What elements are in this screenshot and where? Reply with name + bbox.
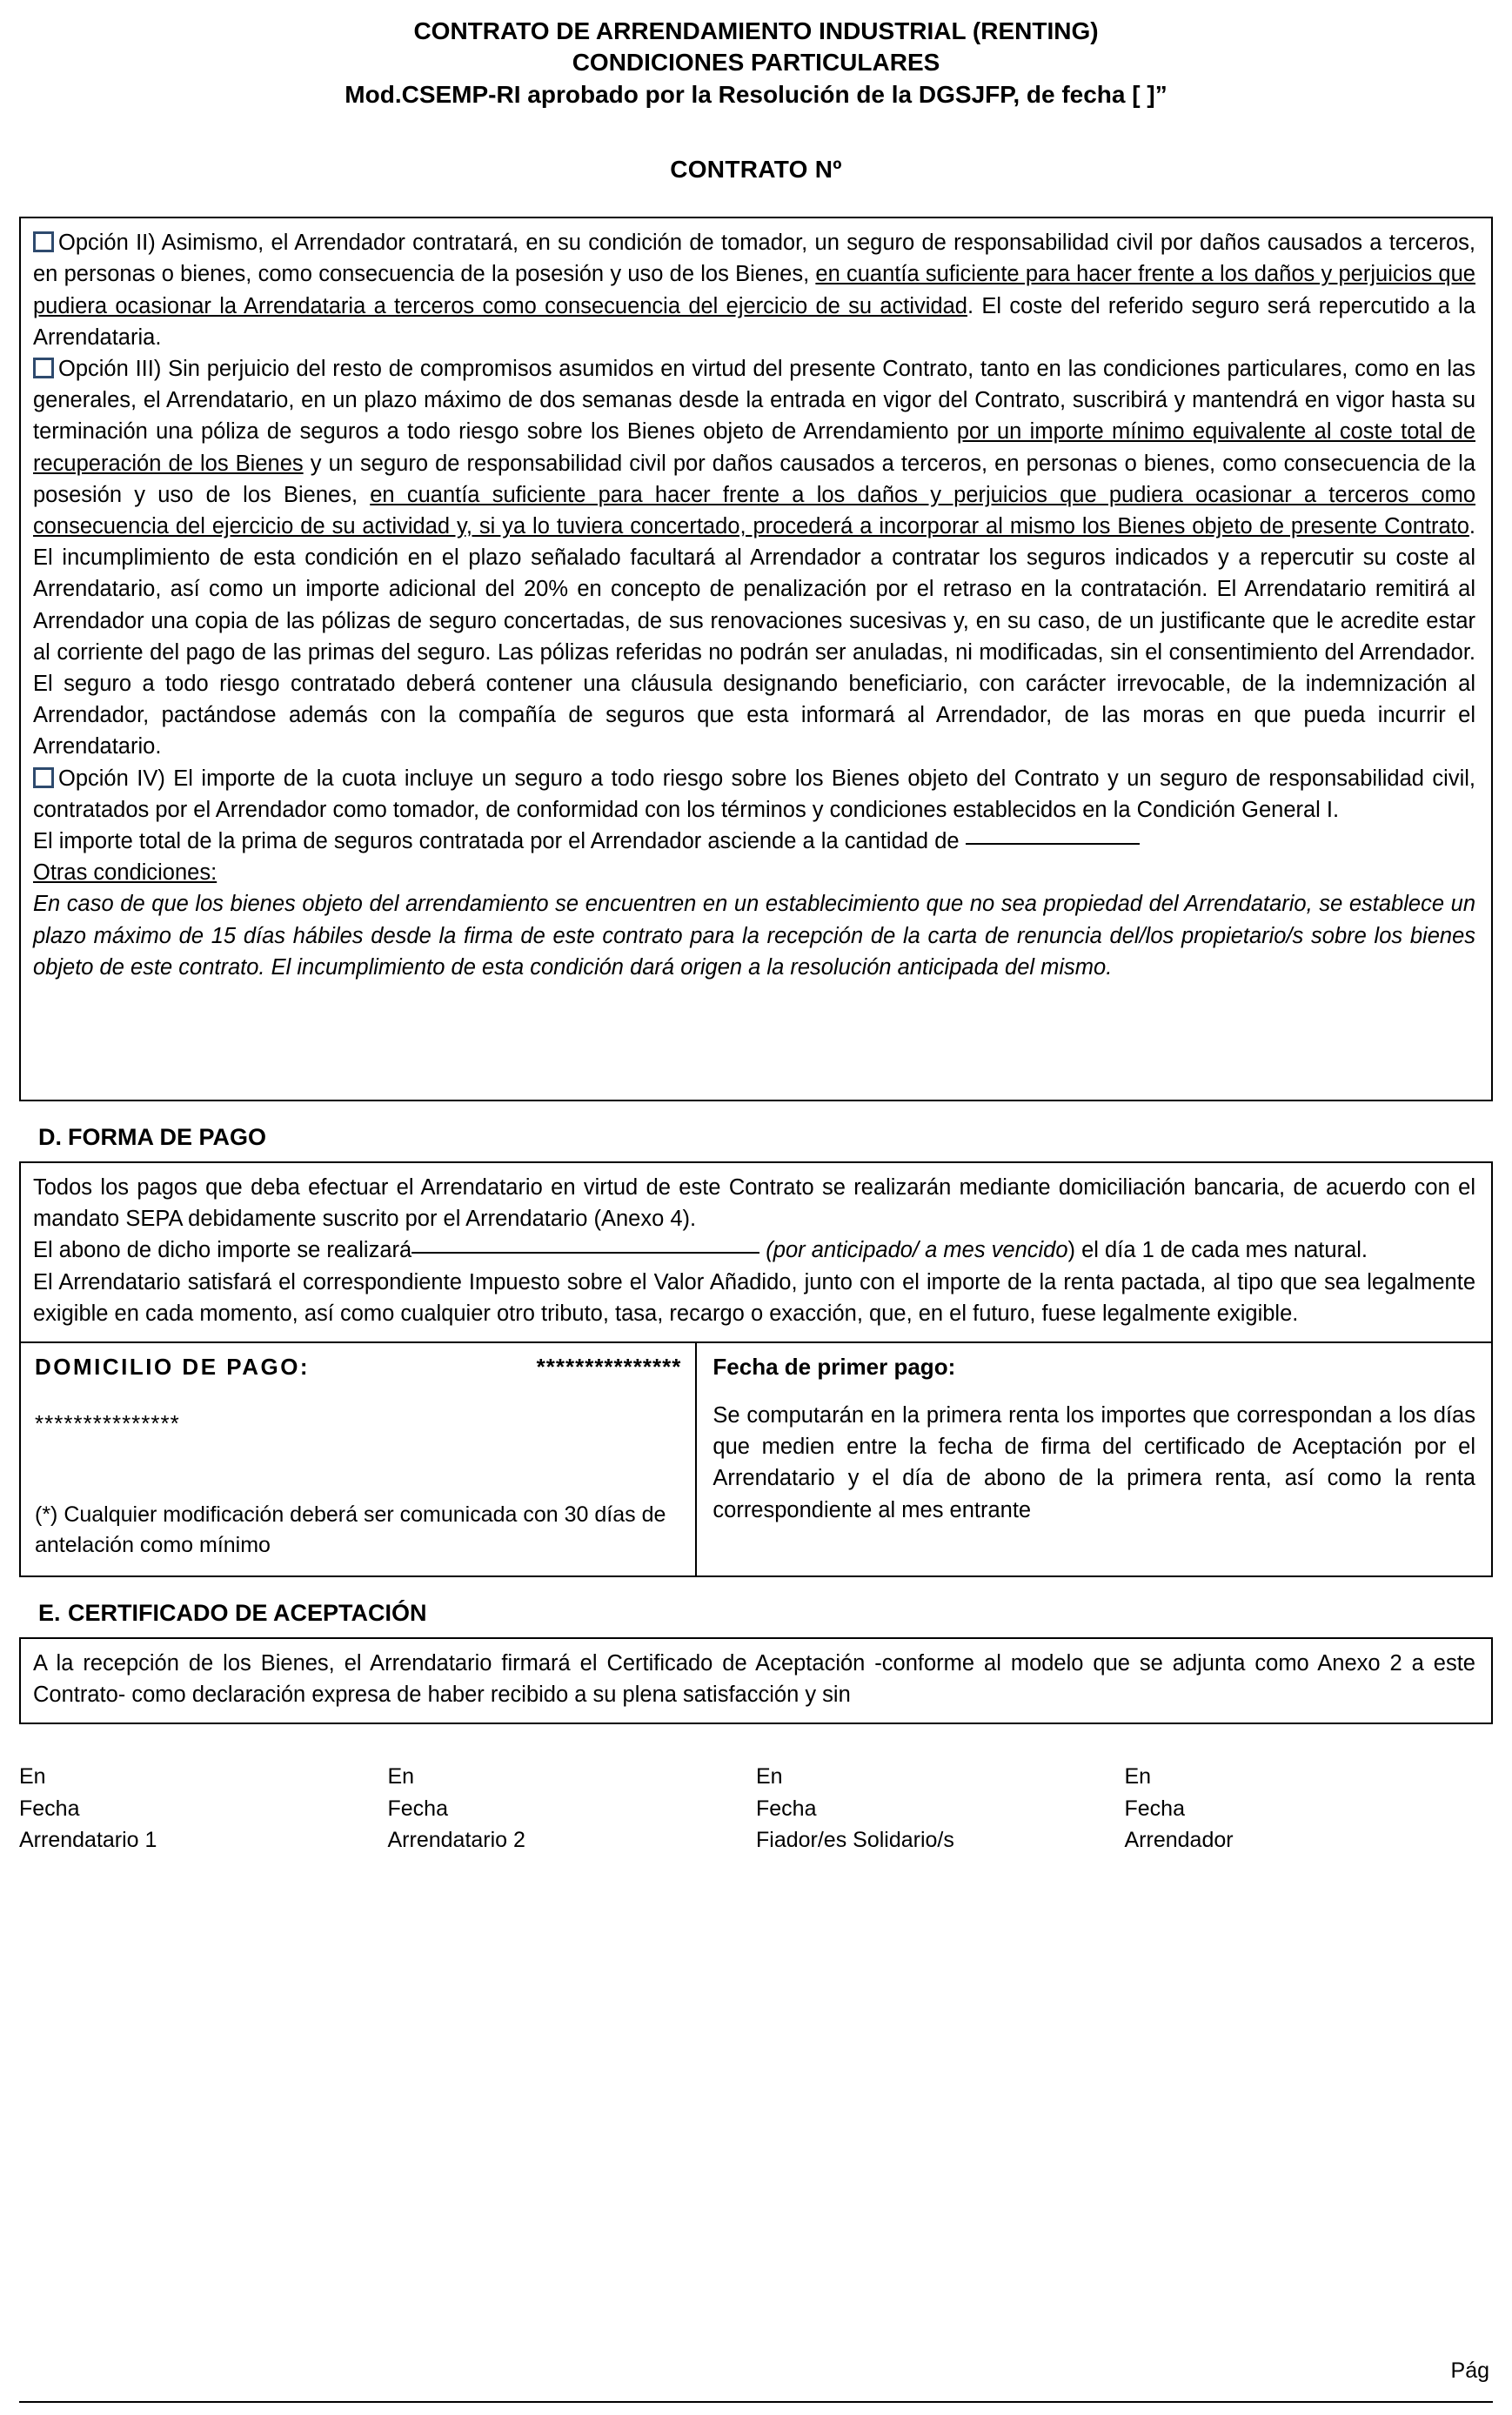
signature-column-arrendatario-1 (19, 1761, 388, 1856)
option-iii-text-plain-2: y un seguro de responsabilidad civil por daños causados a terceros, en personas o bienes, como consecuencia de la posesión y uso de los Bienes, (33, 451, 1476, 507)
other-conditions-text: En caso de que los bienes objeto del arrendamiento se encuentren en un establecimiento que no sea propiedad del Arrendatario, se establece un plazo máximo de 15 días hábiles desde la firma de este contrato para la recepción de la carta de renuncia del/los propietario/s sobre los bienes objeto de este contrato. El incumplimiento de esta condición dará origen a la resolución anticipada del mismo. (33, 892, 1475, 980)
signature-column-fiador (756, 1761, 1125, 1856)
signature-column-arrendador (1125, 1761, 1494, 1856)
acceptance-certificate-box (19, 1637, 1493, 1724)
signature-fecha-label: Fecha (19, 1796, 80, 1821)
option-iii-checkbox[interactable] (33, 358, 54, 378)
option-ii-text-plain-2: . El coste del referido seguro será repercutido a la Arrendataria. (33, 293, 1475, 350)
section-heading-forma-de-pago (0, 1124, 1512, 1151)
footer-divider (19, 2401, 1493, 2403)
option-ii-text-underlined-1: en cuantía suficiente para hacer frente a los daños y perjuicios que pudiera ocasionar la Arrendataria a terceros como consecuencia del ejercicio de su actividad (33, 262, 1475, 318)
signature-role-label: Arrendatario 1 (19, 1827, 157, 1852)
header-line-2: CONDICIONES PARTICULARES (572, 49, 940, 77)
footer-page-label: Pág (1450, 2358, 1489, 2383)
option-iv-paragraph (33, 763, 1475, 826)
option-ii-text-plain-1: Opción II) Asimismo, el Arrendador contratará, en su condición de tomador, un seguro de responsabilidad civil por daños causados a terceros, en personas o bienes, como consecuencia de la posesión y uso de los Bienes, (33, 231, 1475, 287)
option-iii-paragraph (33, 353, 1475, 763)
insurance-options-box (19, 217, 1493, 1101)
first-payment-date-text: Se computarán en la primera renta los importes que correspondan a los días que medien entre la fecha de firma del certificado de Aceptación por el Arrendatario y el día de abono de la primera renta, así como la renta correspondiente al mes entrante (713, 1403, 1475, 1522)
acceptance-certificate-text: A la recepción de los Bienes, el Arrendatario firmará el Certificado de Aceptación -conforme al modelo que se adjunta como Anexo 2 a este Contrato- como declaración expresa de haber recibido a su plena satisfacción y sin (33, 1651, 1475, 1708)
payment-domicile-value-masked-2: *************** (35, 1410, 180, 1437)
first-payment-date-label: Fecha de primer pago: (713, 1354, 956, 1381)
header-line-3: Mod.CSEMP-RI aprobado por la Resolución de la DGSJFP, de fecha [ ]” (345, 80, 1167, 108)
section-title-forma-de-pago: FORMA DE PAGO (68, 1124, 266, 1151)
section-title-certificado-aceptacion: CERTIFICADO DE ACEPTACIÓN (68, 1600, 427, 1627)
premium-total-line (33, 826, 1475, 857)
premium-total-input[interactable] (966, 843, 1140, 845)
other-conditions-label: Otras condiciones: (33, 860, 217, 886)
section-letter-e: E. (38, 1600, 61, 1627)
option-ii-checkbox[interactable] (33, 231, 54, 252)
payment-domicile-note: (*) Cualquier modificación deberá ser comunicada con 30 días de antelación como mínimo (35, 1502, 666, 1557)
insurance-box-bottom-spacer (33, 983, 1475, 1087)
payment-mode-input[interactable] (411, 1252, 759, 1254)
premium-total-label: El importe total de la prima de seguros contratada por el Arrendador asciende a la cantidad de (33, 829, 960, 854)
payment-terms-box (19, 1161, 1493, 1343)
signature-en-label: En (387, 1764, 415, 1790)
option-iii-text-underlined-1: por un importe mínimo equivalente al coste total de recuperación de los Bienes (33, 419, 1475, 476)
signature-fecha-label: Fecha (387, 1796, 448, 1821)
document-header (0, 0, 1512, 110)
payment-para2-post: ) el día 1 de cada mes natural. (1067, 1238, 1368, 1263)
payment-para2-italic: (por anticipado/ a mes vencido (766, 1238, 1068, 1263)
payment-domicile-value-masked-1: *************** (536, 1354, 682, 1381)
section-letter-d: D. (38, 1124, 62, 1151)
header-line-1: CONTRATO DE ARRENDAMIENTO INDUSTRIAL (RENTING) (413, 17, 1099, 44)
option-iv-text: Opción IV) El importe de la cuota incluye un seguro a todo riesgo sobre los Bienes objeto del Contrato y un seguro de responsabilidad civil, contratados por el Arrendador como tomador, de conformidad con los términos y condiciones establecidos en la Condición General I. (33, 766, 1475, 822)
payment-domicile-label: DOMICILIO DE PAGO: (35, 1354, 311, 1381)
option-iii-text-plain-3: . El incumplimiento de esta condición en el plazo señalado facultará al Arrendador a contratar los seguros indicados y a repercutir su coste al Arrendatario, así como un importe adicional del 20% en concepto de penalización por el retraso en la contratación. El Arrendatario remitirá al Arrendador una copia de las pólizas de seguro concertadas, de sus renovaciones sucesivas y, en su caso, de un justificante que le acredite estar al corriente del pago de las primas del seguro. Las pólizas referidas no podrán ser anuladas, ni modificadas, sin el consentimiento del Arrendador. El seguro a todo riesgo contratado deberá contener una cláusula designando beneficiario, con carácter irrevocable, de la indemnización al Arrendador, pactándose además con la compañía de seguros que esta informará al Arrendador, de las moras en que pueda incurrir el Arrendatario. (33, 514, 1475, 759)
payment-domicile-cell (21, 1343, 697, 1575)
payment-paragraph-1: Todos los pagos que deba efectuar el Arrendatario en virtud de este Contrato se realizarán mediante domiciliación bancaria, de acuerdo con el mandato SEPA debidamente suscrito por el Arrendatario (Anexo 4). (33, 1175, 1475, 1232)
section-heading-certificado-aceptacion (0, 1600, 1512, 1627)
signature-en-label: En (1124, 1764, 1152, 1790)
option-iv-checkbox[interactable] (33, 767, 54, 788)
payment-paragraph-3: El Arrendatario satisfará el correspondiente Impuesto sobre el Valor Añadido, junto con el importe de la renta pactada, al tipo que sea legalmente exigible en cada momento, así como cualquier otro tributo, tasa, recargo o exacción, que, en el futuro, fuese legalmente exigible. (33, 1269, 1475, 1326)
option-ii-paragraph (33, 227, 1475, 353)
signature-en-label: En (19, 1764, 46, 1790)
signature-grid (19, 1761, 1493, 1856)
option-iii-text-underlined-2: en cuantía suficiente para hacer frente a los daños y perjuicios que pudiera ocasionar a terceros como consecuencia del ejercicio de su actividad y, si ya lo tuviera concertado, procederá a incorporar al mismo los Bienes objeto de presente Contrato (33, 482, 1475, 539)
payment-details-table (19, 1343, 1493, 1577)
payment-paragraph-2 (33, 1234, 1475, 1266)
signature-fecha-label: Fecha (756, 1796, 817, 1821)
contract-number-heading: CONTRATO Nº (670, 156, 842, 184)
payment-domicile-header (35, 1354, 681, 1381)
payment-para2-pre: El abono de dicho importe se realizará (33, 1238, 412, 1263)
signature-role-label: Fiador/es Solidario/s (756, 1827, 954, 1852)
signature-column-arrendatario-2 (388, 1761, 757, 1856)
signature-role-label: Arrendador (1124, 1827, 1234, 1852)
signature-en-label: En (756, 1764, 783, 1790)
other-conditions-heading (33, 857, 1475, 888)
signature-role-label: Arrendatario 2 (387, 1827, 525, 1852)
option-iii-text-plain-1: Opción III) Sin perjuicio del resto de compromisos asumidos en virtud del presente Contrato, tanto en las condiciones particulares, como en las generales, el Arrendatario, en un plazo máximo de dos semanas desde la entrada en vigor del Contrato, suscribirá y mantendrá en vigor hasta su terminación una póliza de seguros a todo riesgo sobre los Bienes objeto de Arrendamiento (33, 356, 1475, 445)
signature-fecha-label: Fecha (1124, 1796, 1185, 1821)
first-payment-date-cell (697, 1343, 1491, 1575)
